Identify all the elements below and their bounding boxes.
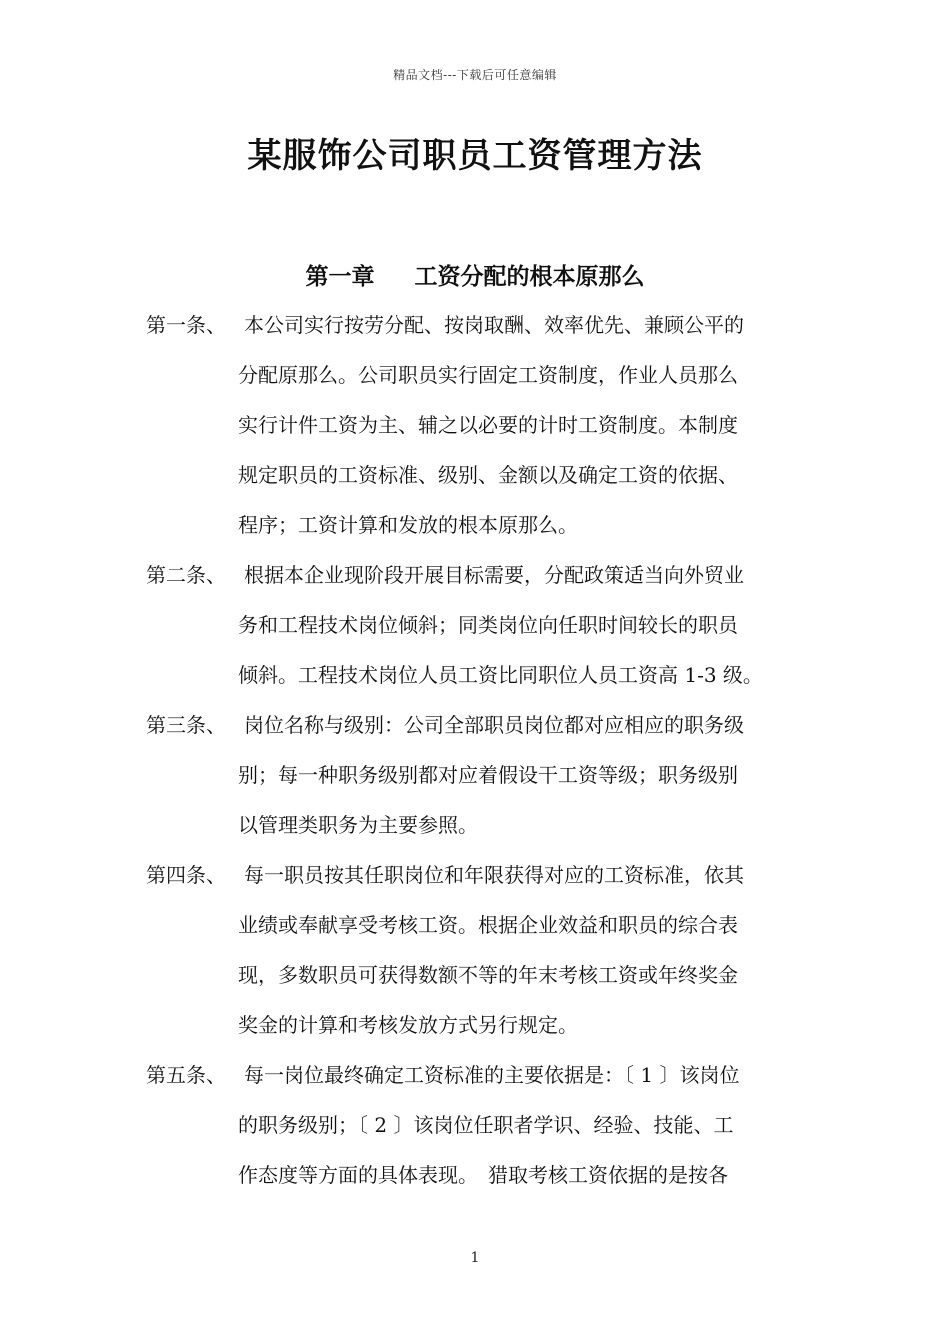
chapter-title: 工资分配的根本原那么 — [414, 263, 645, 290]
article-line: 的职务级别；〔 2 〕该岗位任职者学识、经验、技能、工 — [238, 1113, 734, 1137]
article-line: 奖金的计算和考核发放方式另行规定。 — [238, 1013, 578, 1037]
page-header: 精品文档---下载后可任意编辑 — [393, 68, 557, 82]
article-line: 程序；工资计算和发放的根本原那么。 — [238, 513, 578, 537]
article-line: 现，多数职员可获得数额不等的年末考核工资或年终奖金 — [238, 963, 738, 987]
article-label: 第二条、 — [146, 563, 226, 587]
article-line: 每一职员按其任职岗位和年限获得对应的工资标准，依其 — [244, 863, 744, 887]
article-label: 第四条、 — [146, 863, 226, 887]
article-label: 第五条、 — [146, 1063, 226, 1087]
article-line: 倾斜。工程技术岗位人员工资比同职位人员工资高 1-3 级。 — [238, 663, 763, 687]
chapter-heading — [0, 258, 950, 291]
document-title: 某服饰公司职员工资管理方法 — [247, 136, 703, 176]
article-1 — [146, 300, 816, 550]
article-line: 业绩或奉献享受考核工资。根据企业效益和职员的综合表 — [238, 913, 738, 937]
article-body — [238, 700, 816, 850]
article-line: 实行计件工资为主、辅之以必要的计时工资制度。本制度 — [238, 413, 738, 437]
article-list — [146, 300, 816, 1200]
article-label: 第三条、 — [146, 713, 226, 737]
article-4 — [146, 850, 816, 1050]
article-label: 第一条、 — [146, 313, 226, 337]
article-line: 分配原那么。公司职员实行固定工资制度，作业人员那么 — [238, 363, 738, 387]
article-body — [238, 300, 816, 550]
article-line: 本公司实行按劳分配、按岗取酬、效率优先、兼顾公平的 — [244, 313, 744, 337]
article-body — [238, 1050, 816, 1200]
article-5 — [146, 1050, 816, 1200]
chapter-label: 第一章 — [305, 263, 375, 290]
article-line: 务和工程技术岗位倾斜；同类岗位向任职时间较长的职员 — [238, 613, 738, 637]
article-body — [238, 550, 816, 700]
article-line: 别；每一种职务级别都对应着假设干工资等级；职务级别 — [238, 763, 738, 787]
page-number: 1 — [470, 1250, 480, 1266]
article-line: 岗位名称与级别：公司全部职员岗位都对应相应的职务级 — [244, 713, 744, 737]
article-line: 规定职员的工资标准、级别、金额以及确定工资的依据、 — [238, 463, 738, 487]
article-body — [238, 850, 816, 1050]
article-3 — [146, 700, 816, 850]
article-line: 每一岗位最终确定工资标准的主要依据是：〔 1 〕该岗位 — [244, 1063, 740, 1087]
article-line: 作态度等方面的具体表现。 猎取考核工资依据的是按各 — [238, 1163, 728, 1187]
article-line: 以管理类职务为主要参照。 — [238, 813, 478, 837]
article-line: 根据本企业现阶段开展目标需要，分配政策适当向外贸业 — [244, 563, 744, 587]
article-2 — [146, 550, 816, 700]
